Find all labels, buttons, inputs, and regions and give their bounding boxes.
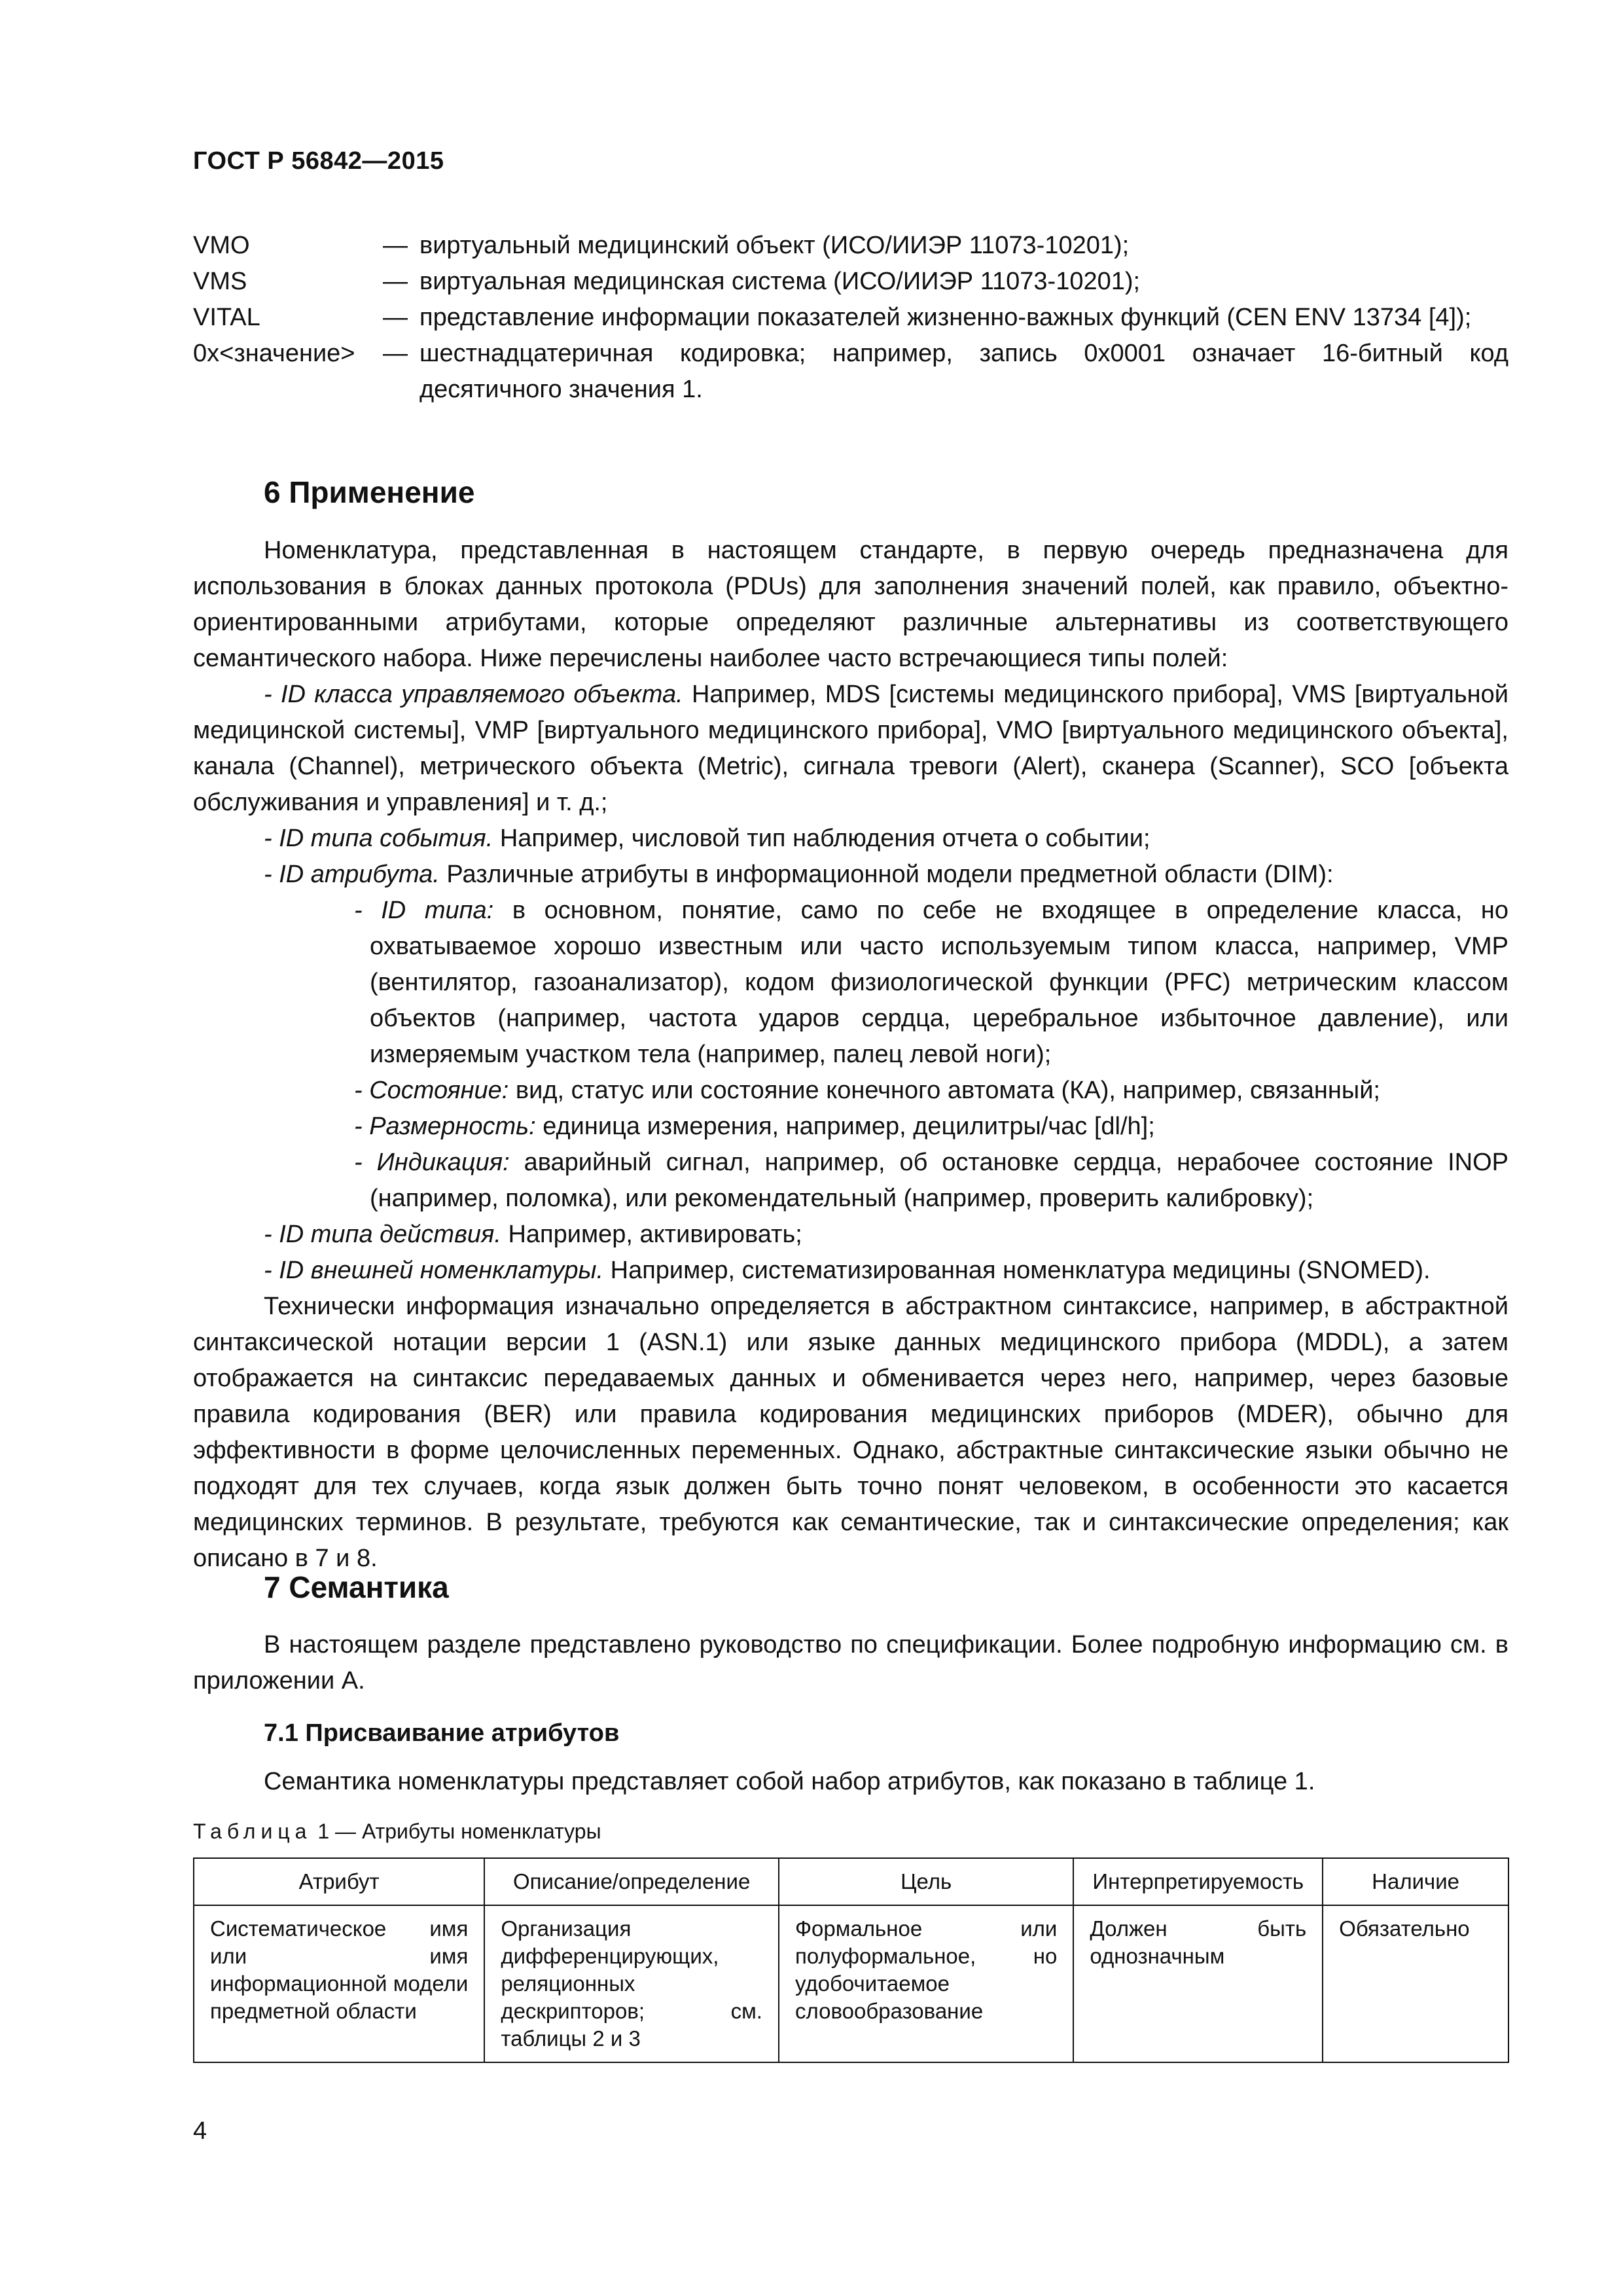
- sub-list-item-label: - Размерность:: [354, 1113, 536, 1140]
- section-6-paragraph: Технически информация изначально определяется в абстрактном синтаксисе, например, в абстрактной синтаксической нотации версии 1 (ASN.1) или языке данных медицинского прибора (MDDL), а затем отображается на синтаксис передаваемых данных и обменивается через него, например, через базовые правила кодирования (BER) или правила кодирования медицинских приборов (MDER), обычно для эффективности в форме целочисленных переменных. Однако, абстрактные синтаксические языки обычно не подходят для тех случаев, когда язык должен быть точно понят человеком, в особенности это касается медицинских терминов. В результате, требуются как семантические, так и синтаксические определения; как описано в 7 и 8.: [193, 1293, 1508, 1572]
- list-item-text: Например, активировать;: [501, 1221, 802, 1248]
- list-item: [193, 1217, 1508, 1253]
- list-item-text: Например, систематизированная номенклатура медицины (SNOMED).: [603, 1257, 1431, 1284]
- section-7-intro: [193, 1627, 1508, 1699]
- abbreviation-row: [193, 264, 1508, 300]
- list-item-text: Например, MDS [системы медицинского прибора], VMS [виртуальной медицинской системы], VMP [виртуального медицинского прибора], VMO [виртуального медицинского объекта], канала (Channel), метрического объекта (Metric), сигнала тревоги (Alert), сканера (Scanner), SCO [объекта обслуживания и управления] и т. д.;: [193, 681, 1508, 816]
- table-cell: Организация дифференцирующих, реляционных дескрипторов; см. таблицы 2 и 3: [484, 1905, 779, 2062]
- list-item: [193, 677, 1508, 821]
- list-item-text: Различные атрибуты в информационной модели предметной области (DIM):: [439, 861, 1334, 888]
- table-caption: [193, 1820, 601, 1844]
- sub-list-item-label: - ID типа:: [354, 897, 494, 924]
- abbreviation-row: [193, 228, 1508, 264]
- list-item-label: - ID атрибута.: [264, 861, 440, 888]
- sub-list-item-text: аварийный сигнал, например, об остановке сердца, нерабочее состояние INOP (например, поломка), или рекомендательный (например, проверить калибровку);: [370, 1149, 1508, 1212]
- abbreviation-term: VITAL: [193, 304, 260, 331]
- abbreviation-dash: —: [383, 340, 408, 367]
- list-item-label: - ID типа события.: [264, 825, 493, 852]
- abbreviation-term: 0х<значение>: [193, 340, 355, 367]
- list-item: [193, 857, 1508, 893]
- sub-list-item-text: единица измерения, например, децилитры/час [dl/h];: [535, 1113, 1155, 1140]
- section-7-heading: 7 Семантика: [264, 1570, 449, 1604]
- subsection-7-1-heading: 7.1 Присваивание атрибутов: [264, 1719, 620, 1747]
- table-header-cell: Описание/определение: [484, 1858, 779, 1905]
- table-cell: Систематическое имя или имя информационной модели предметной области: [194, 1905, 484, 2062]
- abbreviation-list: [193, 228, 1508, 408]
- sub-list-item: [193, 1109, 1508, 1145]
- table-header-cell: Интерпретируемость: [1073, 1858, 1323, 1905]
- sub-list-item-label: - Состояние:: [354, 1077, 509, 1104]
- sub-list-item: [193, 893, 1508, 1073]
- abbreviation-row: [193, 300, 1508, 336]
- table-header-cell: Атрибут: [194, 1858, 484, 1905]
- section-6-body: [193, 533, 1508, 1577]
- abbreviation-term: VMO: [193, 232, 250, 259]
- list-item: [193, 821, 1508, 857]
- sub-list-item-text: в основном, понятие, само по себе не входящее в определение класса, но охватываемое хорошо известным или часто используемым типом класса, например, VMP (вентилятор, газоанализатор), кодом физиологической функции (PFC) метрическим классом объектов (например, частота ударов сердца, церебральное избыточное давление), или измеряемым участком тела (например, палец левой ноги);: [370, 897, 1508, 1068]
- abbreviation-definition: представление информации показателей жизненно-важных функций (CEN ENV 13734 [4]);: [419, 304, 1472, 331]
- sub-list-item-label: - Индикация:: [354, 1149, 510, 1176]
- sub-list-item: [193, 1073, 1508, 1109]
- abbreviation-dash: —: [383, 268, 408, 295]
- section-6-heading: 6 Применение: [264, 475, 475, 509]
- page-number: 4: [193, 2117, 207, 2145]
- table-header-row: [194, 1858, 1508, 1905]
- table-header-cell: Цель: [779, 1858, 1073, 1905]
- subsection-7-1-text: Семантика номенклатуры представляет собой набор атрибутов, как показано в таблице 1.: [264, 1768, 1315, 1795]
- table-cell: Обязательно: [1323, 1905, 1508, 2062]
- abbreviation-dash: —: [383, 304, 408, 331]
- list-item-label: - ID внешней номенклатуры.: [264, 1257, 604, 1284]
- sub-list-item: [193, 1145, 1508, 1217]
- subsection-7-1-body: [193, 1764, 1508, 1800]
- table-caption-text: 1 — Атрибуты номенклатуры: [312, 1820, 601, 1843]
- list-item-text: Например, числовой тип наблюдения отчета о событии;: [493, 825, 1150, 852]
- abbreviation-definition: шестнадцатеричная кодировка; например, запись 0х0001 означает 16-битный код десятичного значения 1.: [419, 340, 1508, 403]
- abbreviation-term: VMS: [193, 268, 247, 295]
- table-cell: Формальное или полуформальное, но удобочитаемое словообразование: [779, 1905, 1073, 2062]
- attributes-table: [193, 1857, 1509, 2063]
- abbreviation-row: [193, 336, 1508, 408]
- section-6-intro: Номенклатура, представленная в настоящем стандарте, в первую очередь предназначена для использования в блоках данных протокола (PDUs) для заполнения значений полей, как правило, объектно-ориентированными атрибутами, которые определяют различные альтернативы из соответствующего семантического набора. Ниже перечислены наиболее часто встречающиеся типы полей:: [193, 537, 1508, 672]
- list-item-label: - ID класса управляемого объекта.: [264, 681, 683, 708]
- table-row: [194, 1905, 1508, 2062]
- abbreviation-definition: виртуальная медицинская система (ИСО/ИИЭР 11073-10201);: [419, 268, 1141, 295]
- list-item: [193, 1253, 1508, 1289]
- section-7-intro-text: В настоящем разделе представлено руководство по спецификации. Более подробную информацию см. в приложении А.: [193, 1631, 1508, 1695]
- sub-list-item-text: вид, статус или состояние конечного автомата (КА), например, связанный;: [508, 1077, 1380, 1104]
- list-item-label: - ID типа действия.: [264, 1221, 501, 1248]
- document-header: ГОСТ Р 56842—2015: [193, 147, 444, 175]
- abbreviation-definition: виртуальный медицинский объект (ИСО/ИИЭР 11073-10201);: [419, 232, 1130, 259]
- table-cell: Должен быть однозначным: [1073, 1905, 1323, 2062]
- table-caption-word: Таблица: [193, 1820, 312, 1843]
- table-header-cell: Наличие: [1323, 1858, 1508, 1905]
- abbreviation-dash: —: [383, 232, 408, 259]
